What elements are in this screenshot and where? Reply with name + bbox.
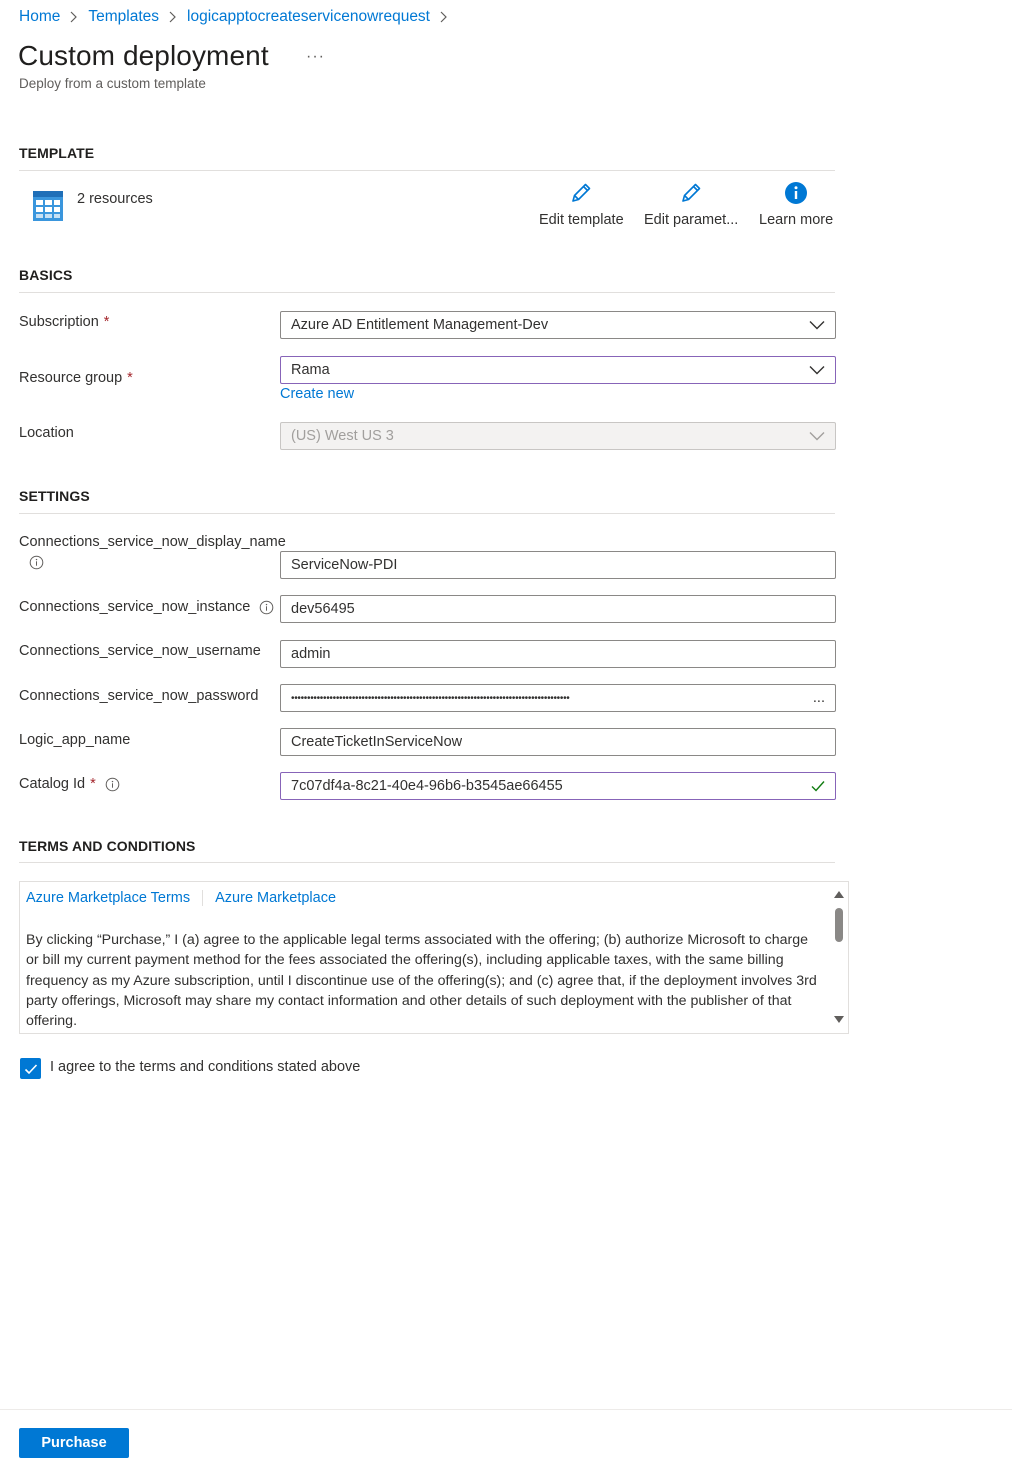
chevron-right-icon	[69, 11, 79, 23]
location-label: Location	[19, 425, 74, 441]
terms-tabs	[26, 890, 346, 906]
scroll-up-arrow-icon[interactable]	[833, 889, 845, 899]
resource-group-value: Rama	[291, 362, 330, 378]
divider	[19, 862, 835, 863]
checkmark-icon	[24, 1063, 38, 1075]
pencil-icon	[678, 180, 704, 212]
logic-app-label: Logic_app_name	[19, 732, 131, 748]
password-input[interactable]	[280, 684, 836, 712]
catalog-label-text: Catalog Id	[19, 776, 86, 792]
location-value: (US) West US 3	[291, 428, 394, 444]
info-outline-icon[interactable]	[29, 555, 44, 570]
section-title-template: TEMPLATE	[19, 145, 95, 161]
more-options-button[interactable]: ···	[306, 48, 325, 65]
terms-body: By clicking “Purchase,” I (a) agree to the applicable legal terms associated with the offering; (b) authorize Microsoft to charge or bill my current payment method for the fees associated the offering(s), including applicable taxes, with the same billing frequency as my Azure subscription, until I discontinue use of the offering(s); and (c) agree that, if the deployment involves 3rd party offerings, Microsoft may share my contact information and other details of such deployment with the publisher of that offering.	[26, 932, 817, 1030]
catalog-id-value: 7c07df4a-8c21-40e4-96b6-b3545ae66455	[291, 778, 563, 794]
breadcrumb-templates[interactable]: Templates	[88, 8, 160, 25]
resource-group-dropdown[interactable]	[280, 356, 836, 384]
page-subtitle: Deploy from a custom template	[19, 76, 206, 91]
scrollbar-thumb[interactable]	[835, 908, 843, 942]
instance-label	[19, 599, 274, 615]
info-outline-icon[interactable]	[259, 600, 274, 615]
learn-more-label: Learn more	[759, 212, 834, 228]
logic-app-value: CreateTicketInServiceNow	[291, 734, 463, 750]
subscription-label	[19, 314, 109, 330]
breadcrumb	[19, 8, 458, 26]
create-new-link[interactable]: Create new	[280, 386, 355, 402]
section-title-terms: TERMS AND CONDITIONS	[19, 838, 196, 854]
divider	[19, 513, 835, 514]
catalog-id-input[interactable]	[280, 772, 836, 800]
password-overflow: ...	[812, 690, 825, 706]
location-dropdown	[280, 422, 836, 450]
resources-count: 2 resources	[77, 191, 153, 207]
subscription-value: Azure AD Entitlement Management-Dev	[291, 317, 549, 333]
pencil-icon	[568, 180, 594, 212]
username-value: admin	[291, 646, 331, 662]
section-title-settings: SETTINGS	[19, 488, 90, 504]
instance-label-text: Connections_service_now_instance	[19, 599, 251, 615]
chevron-down-icon	[809, 320, 825, 330]
subscription-label-text: Subscription	[19, 314, 99, 330]
chevron-down-icon	[809, 431, 825, 441]
breadcrumb-current[interactable]: logicapptocreateservicenowrequest	[187, 8, 430, 25]
info-outline-icon[interactable]	[105, 777, 120, 792]
username-label: Connections_service_now_username	[19, 643, 261, 659]
display-name-value: ServiceNow-PDI	[291, 557, 398, 573]
grid-resources-icon	[32, 190, 64, 222]
chevron-down-icon	[809, 365, 825, 375]
divider	[19, 292, 835, 293]
footer-divider	[0, 1409, 1012, 1410]
username-input[interactable]	[280, 640, 836, 668]
learn-more-button[interactable]	[759, 180, 833, 228]
checkmark-icon	[811, 780, 825, 792]
terms-panel	[19, 881, 849, 1034]
required-mark: *	[127, 370, 133, 386]
section-title-basics: BASICS	[19, 267, 73, 283]
edit-template-label: Edit template	[539, 212, 624, 228]
agree-checkbox[interactable]	[20, 1058, 41, 1079]
resource-group-label	[19, 370, 133, 386]
catalog-label	[19, 776, 120, 792]
required-mark: *	[90, 776, 96, 792]
edit-template-button[interactable]	[539, 180, 624, 228]
tab-azure-marketplace[interactable]: Azure Marketplace	[202, 890, 346, 906]
breadcrumb-home[interactable]: Home	[19, 8, 61, 25]
password-label: Connections_service_now_password	[19, 688, 259, 704]
chevron-right-icon	[439, 11, 449, 23]
edit-parameters-button[interactable]	[644, 180, 738, 228]
info-circle-icon	[783, 180, 809, 212]
subscription-dropdown[interactable]	[280, 311, 836, 339]
instance-input[interactable]	[280, 595, 836, 623]
password-value: •••••••••••••••••••••••••••••••••••••••••••••••••••••••••••••••••••••••••••••••••••••••	[291, 692, 570, 704]
scroll-down-arrow-icon[interactable]	[833, 1015, 845, 1025]
required-mark: *	[103, 314, 110, 330]
divider	[19, 170, 835, 171]
purchase-button[interactable]: Purchase	[19, 1428, 129, 1458]
display-name-input[interactable]	[280, 551, 836, 579]
resource-group-label-text: Resource group	[19, 370, 123, 386]
edit-parameters-label: Edit paramet...	[644, 212, 739, 228]
chevron-right-icon	[168, 11, 178, 23]
agree-label: I agree to the terms and conditions stated above	[50, 1059, 361, 1075]
display-name-label: Connections_service_now_display_name	[19, 534, 286, 550]
logic-app-input[interactable]	[280, 728, 836, 756]
instance-value: dev56495	[291, 601, 355, 617]
tab-azure-marketplace-terms[interactable]: Azure Marketplace Terms	[26, 890, 191, 906]
page-title: Custom deployment	[18, 40, 269, 71]
